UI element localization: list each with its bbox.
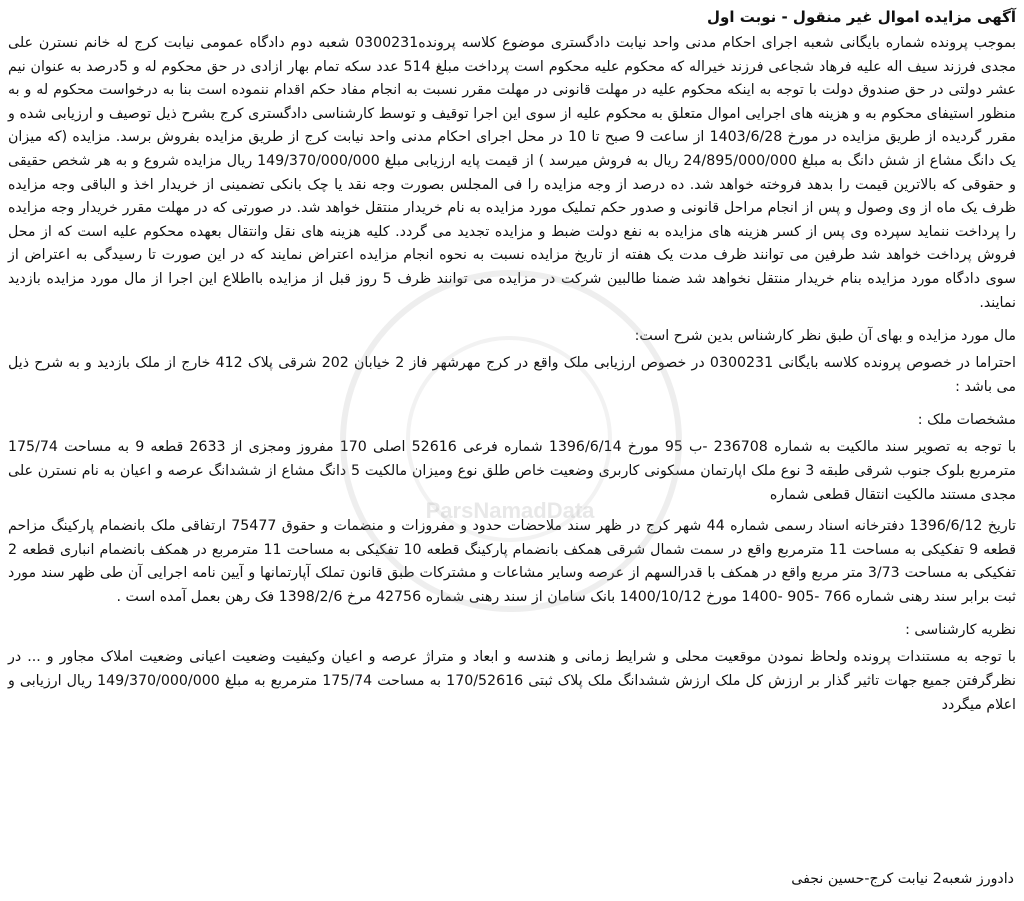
specs-paragraph-2: تاریخ 1396/6/12 دفترخانه اسناد رسمی شماره 44 شهر کرج در ظهر سند ملاحضات حدود و مفروزات و منضمات و حقوق 75477 ارتفاقی ملک بانضمام پارکینگ مزاحم قطعه 9 تفکیکی به مساحت 11 مترمربع واقع در سمت شمال شرقی همکف بانضمام پارکینگ قطعه 10 تفکیکی به مساحت 11 مترمربع در همکف بانضمام انباری قطعه 2 تفکیکی به مساحت 3/73 متر مربع واقع در همکف با قدرالسهم از عرصه وسایر مشاعات و مشترکات طبق قانون تملک آپارتمانها و آیین نامه اجرایی آن طی ظهر سند مورد ثبت برابر سند رهنی شماره 766 -905 -1400 مورخ 1400/10/12 بانک سامان از سند رهنی شماره 42756 مرخ 1398/2/6 فک رهن بعمل آمده است .: [8, 518, 1017, 605]
property-heading: مال مورد مزایده و بهای آن طبق نظر کارشناس بدین شرح است:: [634, 328, 1016, 345]
main-paragraph: بموجب پرونده شماره بایگانی شعبه اجرای احکام مدنی واحد نیابت دادگستری موضوع کلاسه پرونده0300231 شعبه دوم دادگاه عمومی نیابت کرج له خانم نسترن علی مجدی فرزند سیف اله علیه فرهاد شجاعی فرزند خیراله که محکوم علیه محکوم است پرداخت مبلغ 514 عدد سکه تمام بهار ازادی در حق محکوم له و 5درصد به عنوان نیم عشر دولتی در حق صندوق دولت با توجه به اینکه محکوم علیه در مهلت قانونی در مهلت مقرر نسبت به انجام مفاد حکم اقدام ننموده است بنا به درخواست محکوم له و به منظور استیفای محکوم به و هزینه های اجرایی اموال متعلق به محکوم علیه از سوی این اجرا توقیف و توسط کارشناسی دادگستری کرج بشرح ذیل توصیف و ارزیابی شده و مقرر گردیده از طریق مزایده در مورخ 1403/6/28 از ساعت 9 صبح تا 10 در محل اجرای احکام مدنی واحد نیابت کرج از طریق مزایده بفروش برسد. مزایده (که میزان یک دانگ مشاع از شش دانگ به مبلغ 24/895/000/000 ریال به فروش میرسد ) از قیمت پایه ارزیابی مبلغ 149/370/000/000 ریال مزایده شروع و به هر شخص حقیقی و حقوقی که بالاترین قیمت را بدهد فروخته خواهد شد. ده درصد از وجه مزایده را فی المجلس بصورت وجه نقد یا چک بانکی تضمینی از خریدار اخذ و الباقی وجه مزایده ظرف یک ماه از وی وصول و پس از انجام مراحل قانونی و صدور حکم تملیک مورد مزایده به نام خریدار منتقل خواهد شد. در صورتی که در مهلت مقرر خریدار وجه مزایده را پرداخت ننماید سپرده وی پس از کسر هزینه های مزایده به نفع دولت ضبط و مزایده تجدید می گردد. کلیه هزینه های نقل وانتقال بعهده محکوم علیه است که از محل فروش پرداخت خواهد شد طرفین می توانند ظرف مدت یک هفته از تاریخ مزایده نسبت به نحوه انجام مزایده اعتراض نمایند که در این صورت تا رسیدگی به اعتراض از سوی دادگاه مورد مزایده بنام خریدار منتقل نخواهد شد ضمنا طالبین شرکت در مزایده می توانند ظرف 5 روز قبل از مزایده بااطلاع این اجرا از مال مورد مزایده بازدید نمایند.: [8, 35, 1017, 311]
opinion-paragraph: با توجه به مستندات پرونده ولحاظ نمودن موقعیت محلی و شرایط زمانی و هندسه و ابعاد و متراژ عرصه و اعیان وکیفیت وضعیت اعیانی وضعیت املاک مجاور و ... در نظرگرفتن جمیع جهات تاثیر گذار بر ارزش کل ملک ارزش ششدانگ ملک پلاک ثبتی 170/52616 به مساحت 175/74 مترمربع به مبلغ 149/370/000/000 ریال ارزیابی و اعلام میگردد: [8, 649, 1016, 713]
specs-paragraph-1: با توجه به تصویر سند مالکیت به شماره 236708 -ب 95 مورخ 1396/6/14 شماره فرعی 52616 اصلی 170 مفروز ومجزی از 2633 قطعه 9 به مساحت 175/74 مترمربع بلوک جنوب شرقی طبقه 3 نوع ملک اپارتمان مسکونی کاربری وضعیت خاص طلق نوع ومیزان مالکیت 5 دانگ مشاع از ششدانگ عرصه و اعیان به نام نسترن علی مجدی مستند مالکیت انتقال قطعی شماره: [8, 439, 1017, 503]
watermark-text: ParsNamadData: [425, 498, 595, 523]
intro-paragraph: احتراما در خصوص پرونده کلاسه بایگانی 0300231 در خصوص ارزیابی ملک واقع در کرج مهرشهر فاز 2 خیابان 202 شرقی پلاک 412 خارج از ملک بازدید و به شرح ذیل می باشد :: [8, 355, 1016, 395]
signature-line: دادورز شعبه2 نیابت کرج-حسین نجفی: [791, 871, 1014, 887]
notice-title: آگهی مزایده اموال غیر منقول - نوبت اول: [707, 8, 1016, 26]
opinion-heading: نظریه کارشناسی :: [905, 622, 1016, 639]
specs-heading: مشخصات ملک :: [917, 412, 1016, 429]
